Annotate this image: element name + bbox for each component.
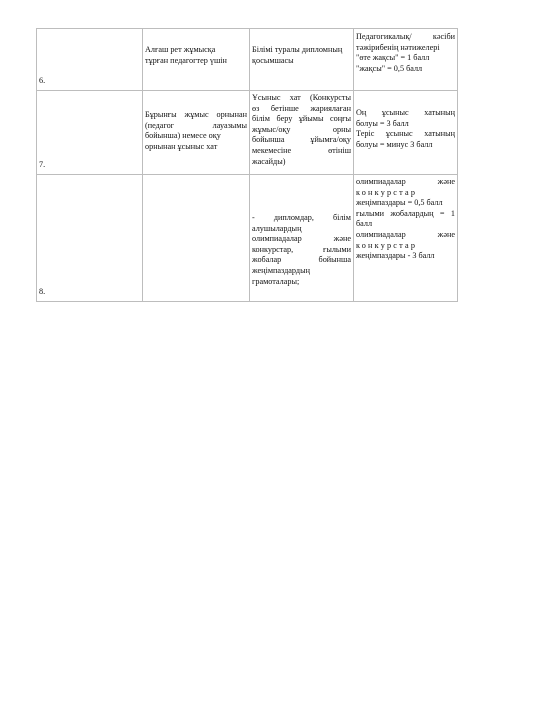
- cell-text: конкурстар: [356, 240, 418, 250]
- cell-text: болуы = 3 балл: [356, 118, 409, 128]
- cell-text: жеңімпаздары = 0,5 балл: [356, 198, 443, 208]
- cell-text: Білімі туралы дипломның: [252, 45, 343, 54]
- table-cell: [250, 91, 354, 175]
- cell-text: Ұсыныс хат (Конкурсты: [252, 93, 351, 102]
- row-number: 7.: [37, 91, 143, 175]
- cell-text: бойынша) немесе оқу: [145, 131, 221, 141]
- cell-text: жасайды): [252, 156, 286, 166]
- table-cell: [354, 29, 458, 91]
- cell-text: Алғаш рет жұмысқа: [145, 45, 216, 54]
- cell-text: Оң ұсыныс хатының: [356, 108, 455, 117]
- cell-text: жеңімпаздардың: [252, 265, 310, 275]
- table-cell: [354, 175, 458, 302]
- cell-text: олимпиадалар және: [356, 177, 455, 186]
- row-number: 8.: [37, 175, 143, 302]
- cell-text: алушылардың: [252, 223, 302, 233]
- table-cell: [143, 91, 250, 175]
- cell-text: орнынан ұсыныс хат: [145, 141, 218, 151]
- cell-text: грамоталары;: [252, 276, 300, 286]
- cell-text: (педагог лауазымы: [145, 120, 247, 130]
- table-cell: [354, 91, 458, 175]
- cell-text: жұмыс/оқу орны: [252, 124, 351, 134]
- cell-text: олимпиадалар және: [252, 234, 351, 244]
- cell-text: болуы = минус 3 балл: [356, 139, 433, 149]
- cell-text: конкурстар, ғылыми: [252, 244, 351, 254]
- cell-text: қосымшасы: [252, 55, 294, 65]
- cell-text: тәжірибенің нәтижелері: [356, 42, 440, 52]
- cell-text: жеңімпаздары - 3 балл: [356, 251, 435, 261]
- cell-text: "өте жақсы" = 1 балл: [356, 53, 430, 63]
- cell-text: конкурстар: [356, 187, 418, 197]
- cell-text: Бұрынғы жұмыс орнынан: [145, 110, 247, 119]
- table-cell: [143, 29, 250, 91]
- table-cell: [250, 175, 354, 302]
- cell-text: "жақсы" = 0,5 балл: [356, 63, 423, 73]
- cell-text: Педагогикалық/ кәсіби: [356, 32, 455, 41]
- cell-text: ғылыми жобалардың = 1: [356, 208, 455, 218]
- criteria-table: [36, 28, 458, 302]
- cell-text: білім беру ұйымы соңғы: [252, 114, 351, 124]
- cell-text: балл: [356, 219, 373, 229]
- cell-text: олимпиадалар және: [356, 229, 455, 239]
- table-row: [37, 29, 458, 91]
- table-row: [37, 91, 458, 175]
- cell-text: жобалар бойынша: [252, 255, 351, 265]
- cell-text: өз бетінше жариялаған: [252, 103, 351, 113]
- cell-text: - дипломдар, білім: [252, 213, 351, 222]
- table-cell: [143, 175, 250, 302]
- table-row: [37, 175, 458, 302]
- cell-text: тұрған педагогтер үшін: [145, 55, 227, 65]
- table-cell: [250, 29, 354, 91]
- row-number: 6.: [37, 29, 143, 91]
- cell-text: Теріс ұсыныс хатының: [356, 129, 455, 139]
- cell-text: бойынша ұйымға/оқу: [252, 135, 351, 145]
- cell-text: мекемесіне өтініш: [252, 145, 351, 155]
